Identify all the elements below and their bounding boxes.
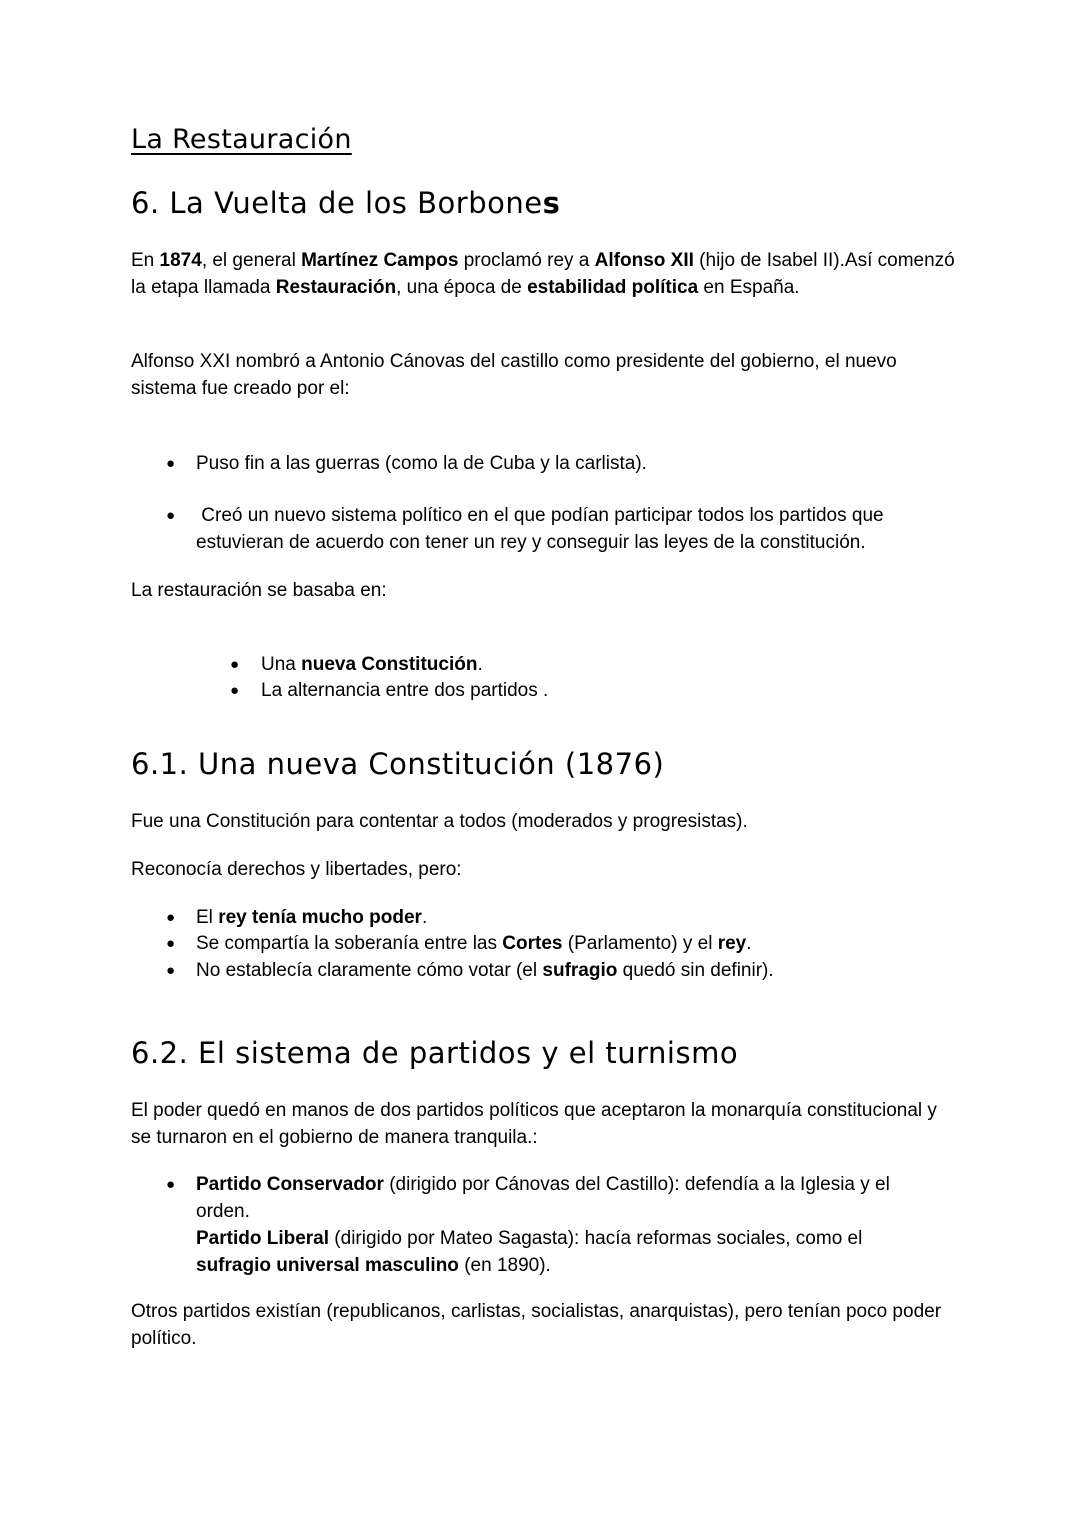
bold-run: estabilidad política bbox=[527, 277, 699, 298]
text-run: El bbox=[196, 907, 219, 928]
bold-run: Partido Conservador bbox=[196, 1174, 384, 1195]
bold-run: Alfonso XII bbox=[594, 250, 694, 271]
text-run: En bbox=[131, 250, 160, 271]
bold-run: Restauración bbox=[275, 277, 397, 298]
section-6-bullet-1: Puso fin a las guerras (como la de Cuba y la carlista). bbox=[196, 453, 647, 474]
text-run: , una época de bbox=[396, 277, 528, 298]
bold-run: Martínez Campos bbox=[301, 250, 459, 271]
bullet-dot: ● bbox=[166, 1176, 176, 1193]
bold-run: sufragio universal masculino bbox=[196, 1255, 459, 1276]
section-6-1-paragraph-1: Fue una Constitución para contentar a todos (moderados y progresistas). bbox=[131, 811, 748, 832]
text-run: proclamó rey a bbox=[458, 250, 595, 271]
document-title: La Restauración bbox=[131, 124, 352, 155]
bullet-dot: ● bbox=[166, 962, 176, 979]
section-6-2-paragraph-2: Otros partidos existían (republicanos, carlistas, socialistas, anarquistas), pero tenían poco poder político. bbox=[131, 1301, 942, 1349]
bullet-dot: ● bbox=[166, 935, 176, 952]
section-6-1-heading: 6.1. Una nueva Constitución (1876) bbox=[131, 747, 665, 781]
constitution-bullet-1 bbox=[196, 904, 936, 931]
constitution-bullet-3 bbox=[196, 957, 936, 984]
text-run: . bbox=[421, 907, 428, 928]
bold-run: rey tenía mucho poder bbox=[218, 907, 422, 928]
bullet-dot: ● bbox=[166, 455, 176, 472]
section-6-bullet-2: Creó un nuevo sistema político en el que podían participar todos los partidos que estuvieran de acuerdo con tener un rey y conseguir las leyes de la constitución. bbox=[196, 505, 889, 553]
bold-run: nueva Constitución bbox=[301, 654, 478, 675]
parties-bullet bbox=[196, 1171, 936, 1279]
section-6-heading-text: 6. La Vuelta de los Borbone bbox=[131, 186, 543, 220]
bold-run: Partido Liberal bbox=[196, 1228, 330, 1249]
text-run: No establecía claramente cómo votar (el bbox=[196, 960, 543, 981]
section-6-heading bbox=[131, 186, 560, 220]
bullet-dot: ● bbox=[166, 909, 176, 926]
text-run: (dirigido por Mateo Sagasta): hacía reformas sociales, como el bbox=[329, 1228, 863, 1249]
bold-run: 1874 bbox=[159, 250, 202, 271]
bullet-dot: ● bbox=[230, 656, 240, 673]
text-run: . bbox=[746, 933, 752, 954]
section-6-paragraph-1 bbox=[131, 247, 961, 301]
bold-run: sufragio bbox=[542, 960, 618, 981]
text-run: en España. bbox=[698, 277, 800, 298]
section-6-1-paragraph-2: Reconocía derechos y libertades, pero: bbox=[131, 859, 462, 880]
section-6-paragraph-3: La restauración se basaba en: bbox=[131, 580, 387, 601]
section-6-2-heading: 6.2. El sistema de partidos y el turnismo bbox=[131, 1036, 739, 1070]
text-run: , el general bbox=[201, 250, 302, 271]
text-run: (hijo de Isabel II).Así comenzó la etapa llamada bbox=[131, 250, 955, 298]
bold-run: Cortes bbox=[502, 933, 563, 954]
text-run: (Parlamento) y el bbox=[562, 933, 718, 954]
basis-item-1 bbox=[261, 651, 941, 678]
bold-run: rey bbox=[717, 933, 747, 954]
section-6-paragraph-2: Alfonso XXI nombró a Antonio Cánovas del castillo como presidente del gobierno, el nuevo sistema fue creado por el: bbox=[131, 351, 897, 399]
section-6-heading-bold: s bbox=[542, 186, 561, 220]
constitution-bullet-2 bbox=[196, 930, 936, 957]
text-run: (en 1890). bbox=[458, 1255, 551, 1276]
text-run: Se compartía la soberanía entre las bbox=[196, 933, 503, 954]
bullet-dot: ● bbox=[166, 507, 176, 524]
text-run: . bbox=[477, 654, 483, 675]
bullet-dot: ● bbox=[230, 682, 240, 699]
text-run: quedó sin definir). bbox=[617, 960, 774, 981]
text-run: (dirigido por Cánovas del Castillo): defendía a la Iglesia y el orden. bbox=[196, 1174, 890, 1222]
basis-item-2: La alternancia entre dos partidos . bbox=[261, 680, 549, 701]
section-6-2-paragraph-1: El poder quedó en manos de dos partidos políticos que aceptaron la monarquía constitucional y se turnaron en el gobierno de manera tranquila.: bbox=[131, 1100, 937, 1148]
text-run: Una bbox=[261, 654, 302, 675]
